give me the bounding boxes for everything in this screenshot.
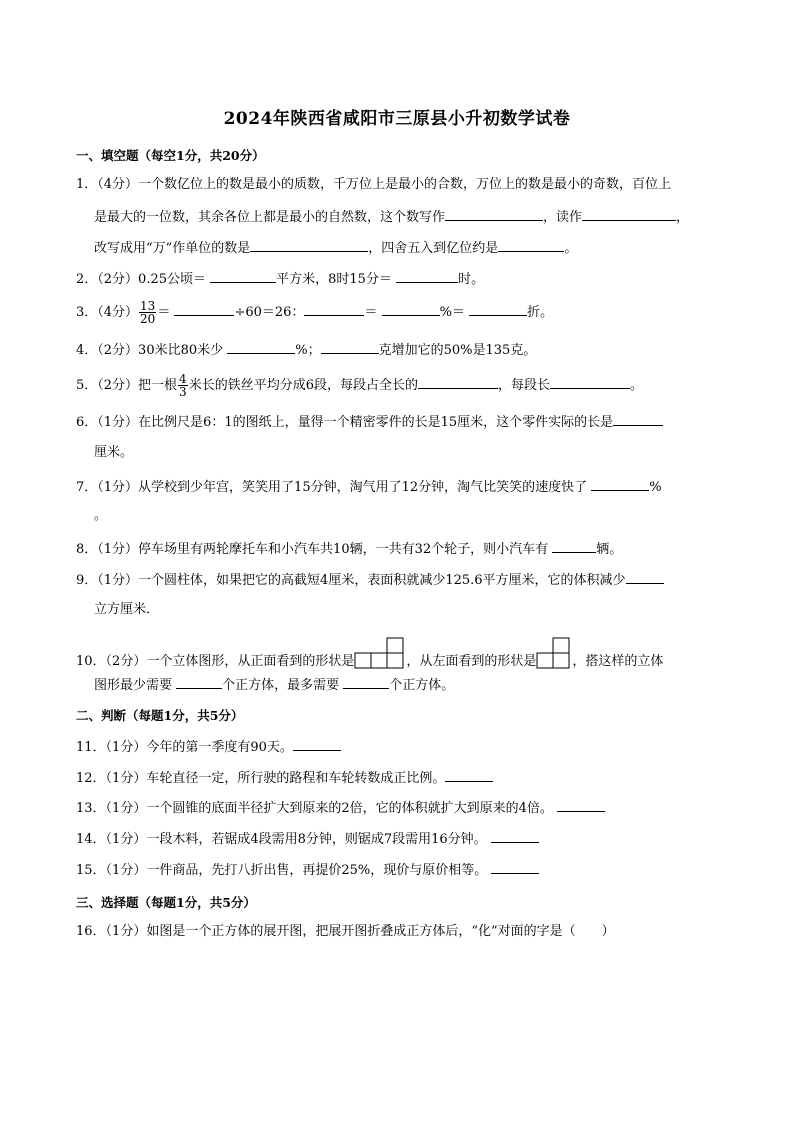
q4-line: 4．（2分）30米比80米少 %； 克增加它的50%是135克。: [76, 339, 536, 361]
q14-line: 14．（1分）一段木料，若锯成4段需用8分钟，则锯成7段需用16分钟。: [76, 828, 539, 850]
q9-line-2: 立方厘米．: [94, 602, 160, 617]
front-view-figure: [354, 637, 406, 669]
answer-blank[interactable]: [626, 569, 664, 584]
fraction: $\frac{4}{3}$: [179, 372, 187, 399]
q5-line: 5．（2分）把一根 $\frac{4}{3}$ 米长的铁丝平均分成6段，每段占全长的 ，每段长 。: [76, 372, 643, 399]
answer-blank[interactable]: [396, 268, 458, 283]
q12-line: 12．（1分）车轮直径一定，所行驶的路程和车轮转数成正比例。: [76, 767, 493, 789]
answer-blank[interactable]: [552, 538, 596, 553]
answer-blank[interactable]: [227, 339, 295, 354]
left-view-figure: [536, 637, 572, 669]
q6-line-1: 6．（1分）在比例尺是6：1的图纸上，量得一个精密零件的长是15厘米，这个零件实际的长是: [76, 411, 663, 433]
answer-blank[interactable]: [210, 268, 276, 283]
q10-line-2: 图形最少需要 个正方体，最多需要 个正方体。: [94, 674, 454, 696]
answer-blank[interactable]: [250, 237, 368, 252]
answer-blank[interactable]: [293, 736, 341, 751]
q2-line: 2．（2分）0.25公顷＝ 平方米，8时15分＝ 时。: [76, 268, 484, 290]
q1-line-1: 1．（4分）一个数亿位上的数是最小的质数，千万位上是最小的合数，万位上的数是最小的奇数，百位上: [76, 177, 672, 192]
section-judge-heading: 二、判断（每题1分，共5分）: [76, 708, 244, 723]
answer-blank[interactable]: [591, 476, 649, 491]
answer-blank[interactable]: [174, 301, 234, 316]
answer-blank[interactable]: [582, 206, 676, 221]
answer-blank[interactable]: [304, 301, 364, 316]
q7-line-1: 7．（1分）从学校到少年宫，笑笑用了15分钟，淘气用了12分钟，淘气比笑笑的速度快了 %: [76, 476, 662, 498]
fraction: $\frac{13}{20}$: [140, 299, 156, 326]
answer-blank[interactable]: [382, 301, 440, 316]
q11-line: 11．（1分）今年的第一季度有90天。: [76, 736, 341, 758]
section-choice-heading: 三、选择题（每题1分，共5分）: [76, 895, 256, 910]
answer-blank[interactable]: [491, 859, 539, 874]
q9-line-1: 9．（1分）一个圆柱体，如果把它的高截短4厘米，表面积就减少125.6平方厘米，它的体积减少: [76, 569, 664, 591]
answer-blank[interactable]: [613, 411, 663, 426]
q6-line-2: 厘米。: [94, 445, 134, 460]
answer-blank[interactable]: [176, 674, 222, 689]
q1-line-2: 是最大的一位数，其余各位上都是最小的自然数，这个数写作 ，读作 ，: [94, 206, 689, 228]
q8-line: 8．（1分）停车场里有两轮摩托车和小汽车共10辆，一共有32个轮子，则小汽车有 辆。: [76, 538, 622, 560]
answer-blank[interactable]: [321, 339, 379, 354]
answer-blank[interactable]: [343, 674, 389, 689]
answer-blank[interactable]: [557, 797, 605, 812]
q7-line-2: 。: [94, 508, 108, 523]
q16-line: 16．（1分）如图是一个正方体的展开图，把展开图折叠成正方体后，“化”对面的字是（ ）: [76, 924, 615, 939]
answer-blank[interactable]: [445, 767, 493, 782]
answer-blank[interactable]: [498, 237, 564, 252]
q3-line: 3．（4分） $\frac{13}{20}$ ＝ ÷60＝26： ＝ %＝ 折。: [76, 299, 554, 326]
q13-line: 13．（1分）一个圆锥的底面半径扩大到原来的2倍，它的体积就扩大到原来的4倍。: [76, 797, 605, 819]
q15-line: 15．（1分）一件商品，先打八折出售，再提价25%，现价与原价相等。: [76, 859, 539, 881]
answer-blank[interactable]: [418, 374, 498, 389]
answer-blank[interactable]: [445, 206, 543, 221]
section-fill-heading: 一、填空题（每空1分，共20分）: [76, 148, 265, 163]
answer-blank[interactable]: [491, 828, 539, 843]
answer-blank[interactable]: [469, 301, 527, 316]
q1-line-3: 改写成用“万”作单位的数是 ，四舍五入到亿位约是 。: [94, 237, 577, 259]
answer-blank[interactable]: [550, 374, 630, 389]
q10-line-1: 10．（2分）一个立体图形，从正面看到的形状是 ，从左面看到的形状是 ，搭这样的立体: [76, 637, 663, 672]
exam-title: 2024年陕西省咸阳市三原县小升初数学试卷: [223, 109, 571, 129]
